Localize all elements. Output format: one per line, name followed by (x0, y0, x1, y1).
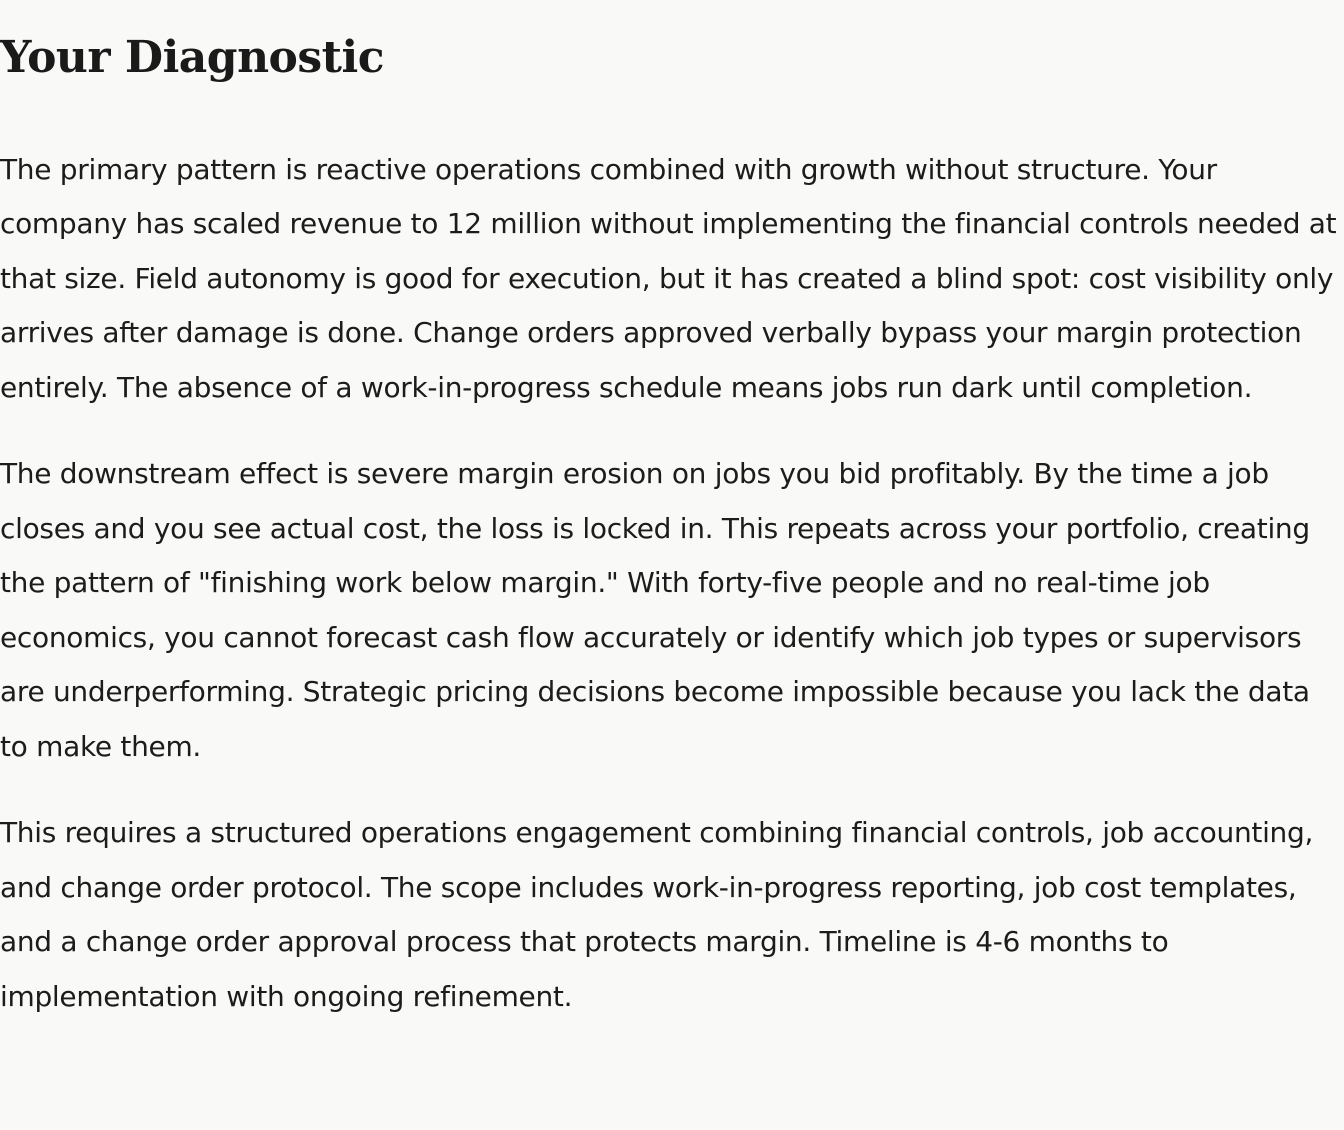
page-title: Your Diagnostic (0, 32, 385, 83)
diagnostic-paragraph-pattern: The primary pattern is reactive operations combined with growth without structure. Your company has scaled revenue to 12 million without implementing the financial controls needed at that size. Field autonomy is good for execution, but it has created a blind spot: cost visibility only arrives after damage is done. Change orders approved verbally bypass your margin protection entirely. The absence of a work-in-progress schedule means jobs run dark until completion. (0, 152, 1337, 404)
diagnostic-section (0, 32, 1340, 1024)
diagnostic-paragraph-recommendation: This requires a structured operations engagement combining financial controls, job accounting, and change order protocol. The scope includes work-in-progress reporting, job cost templates, and a change order approval process that protects margin. Timeline is 4-6 months to implementation with ongoing refinement. (0, 816, 1314, 1013)
diagnostic-paragraph-effect: The downstream effect is severe margin erosion on jobs you bid profitably. By the time a job closes and you see actual cost, the loss is locked in. This repeats across your portfolio, creating the pattern of "finishing work below margin." With forty-five people and no real-time job economics, you cannot forecast cash flow accurately or identify which job types or supervisors are underperforming. Strategic pricing decisions become impossible because you lack the data to make them. (0, 457, 1310, 763)
